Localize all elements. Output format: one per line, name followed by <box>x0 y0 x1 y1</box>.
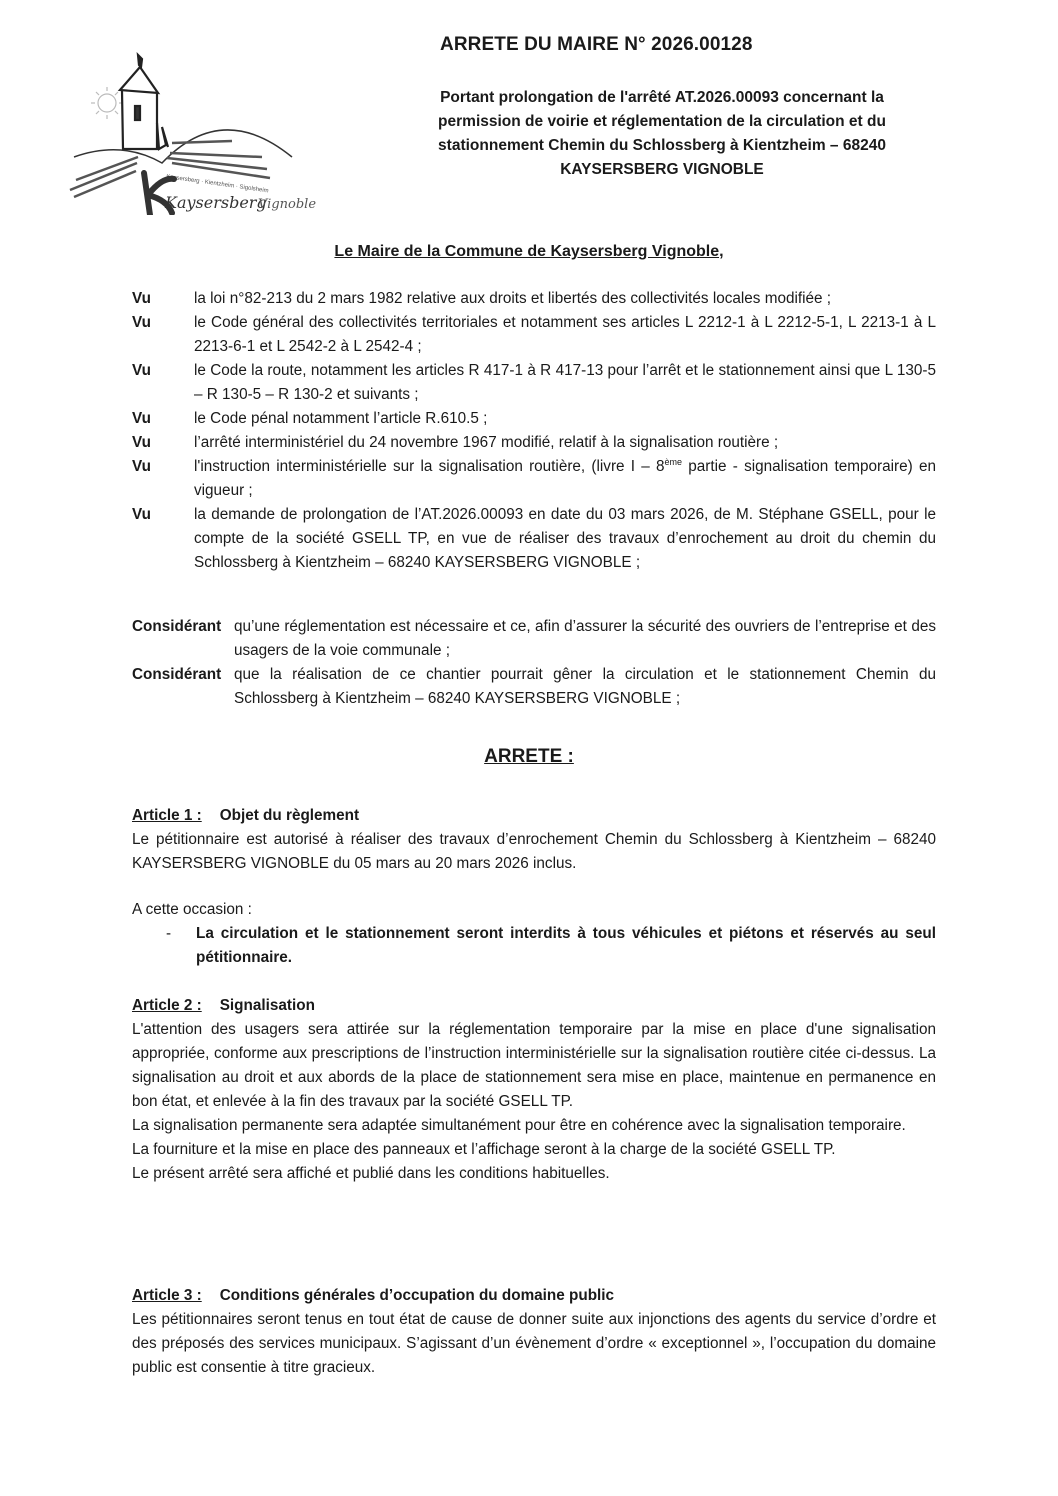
article-paragraph: La signalisation permanente sera adaptée simultanément pour être en cohérence avec la signalisation temporaire. <box>132 1117 906 1134</box>
bullet-text: La circulation et le stationnement seront interdits à tous véhicules et piétons et réservés au seul pétitionnaire. <box>196 925 936 966</box>
article-number: Article 3 : <box>132 1287 202 1304</box>
considerant-label: Considérant <box>132 666 222 683</box>
vu-text-part: l'instruction interministérielle sur la signalisation routière, (livre I – 8 <box>194 458 665 475</box>
article-paragraph: Le présent arrêté sera affiché et publié dans les conditions habituelles. <box>132 1165 610 1182</box>
considerant-item <box>132 615 936 663</box>
vu-list <box>132 287 936 575</box>
article-heading <box>132 994 936 1018</box>
decree-subtitle <box>362 86 962 182</box>
vu-text: la demande de prolongation de l’AT.2026.00093 en date du 03 mars 2026, de M. Stéphane GSELL, pour le compte de la société GSELL TP, en vue de réaliser des travaux d’enrochement au droit du chemin du Schlossberg à Kientzheim – 68240 KAYSERSBERG VIGNOBLE ; <box>194 506 936 571</box>
article-title: Signalisation <box>219 997 315 1014</box>
considerant-label: Considérant <box>132 618 222 635</box>
subtitle-line: stationnement Chemin du Schlossberg à Kientzheim – 68240 <box>438 137 886 154</box>
article-1 <box>132 804 936 970</box>
logo-tagline: Kaysersberg · Kientzheim · Sigolsheim <box>165 174 269 195</box>
vu-label: Vu <box>132 506 151 523</box>
subtitle-line: Portant prolongation de l'arrêté AT.2026.00093 concernant la <box>440 89 884 106</box>
article-heading <box>132 1284 936 1308</box>
article-title: Objet du règlement <box>219 807 360 824</box>
vu-label: Vu <box>132 458 151 475</box>
considerant-text: que la réalisation de ce chantier pourrait gêner la circulation et le stationnement Chemin du Schlossberg à Kientzheim – 68240 KAYSERSBERG VIGNOBLE ; <box>234 666 936 707</box>
superscript: ème <box>664 456 683 467</box>
vu-text: le Code la route, notamment les articles R 417-1 à R 417-13 pour l’arrêt et le stationnement ainsi que L 130-5 – R 130-5 – R 130-2 et suivants ; <box>194 362 936 403</box>
considerant-item <box>132 663 936 711</box>
vu-item <box>132 311 936 359</box>
vu-text: l’arrêté interministériel du 24 novembre 1967 modifié, relatif à la signalisation routière ; <box>194 434 779 451</box>
vu-item <box>132 359 936 407</box>
vu-label: Vu <box>132 314 151 331</box>
subtitle-line: permission de voirie et réglementation de la circulation et du <box>438 113 886 130</box>
vu-item <box>132 431 936 455</box>
article-title: Conditions générales d’occupation du domaine public <box>219 1287 615 1304</box>
vu-text <box>194 455 936 503</box>
vu-item <box>132 455 936 503</box>
vu-label: Vu <box>132 410 151 427</box>
article-paragraph: La fourniture et la mise en place des panneaux et l’affichage seront à la charge de la société GSELL TP. <box>132 1141 836 1158</box>
vu-text-part: partie - signalisation temporaire) en vigueur ; <box>194 458 936 499</box>
vu-label: Vu <box>132 362 151 379</box>
vu-text: la loi n°82-213 du 2 mars 1982 relative aux droits et libertés des collectivités locales modifiée ; <box>194 290 832 307</box>
sun-icon <box>91 87 123 119</box>
logo-text-kaysersberg: Kaysersberg <box>165 193 267 212</box>
vu-item <box>132 407 936 431</box>
vu-item <box>132 287 936 311</box>
article-intro: A cette occasion : <box>132 901 252 918</box>
bullet-item <box>132 922 936 970</box>
article-paragraph: Le pétitionnaire est autorisé à réaliser des travaux d’enrochement Chemin du Schlossberg à Kientzheim – 68240 KAYSERSBERG VIGNOBLE du 05 mars au 20 mars 2026 inclus. <box>132 831 936 872</box>
article-3 <box>132 1284 936 1380</box>
logo-text-vignoble: Vignoble <box>258 197 317 212</box>
vu-item <box>132 503 936 575</box>
article-paragraph: L'attention des usagers sera attirée sur la réglementation temporaire par la mise en place d'une signalisation appropriée, conforme aux prescriptions de l’instruction interministérielle sur la signalisation routière citée ci-dessus. La signalisation au droit et aux abords de la place de stationnement sera mise en place, maintenue en permanence en bon état, et enlevée à la fin des travaux par la société GSELL TP. <box>132 1021 936 1110</box>
vu-label: Vu <box>132 290 151 307</box>
municipality-logo <box>62 45 332 215</box>
vu-text: le Code général des collectivités territoriales et notamment ses articles L 2212-1 à L 2212-5-1, L 2213-1 à L 2213-6-1 et L 2542-2 à L 2542-4 ; <box>194 314 936 355</box>
article-number: Article 2 : <box>132 997 202 1014</box>
vu-text: le Code pénal notamment l’article R.610.5 ; <box>194 410 488 427</box>
bullet-dash: - <box>166 925 172 942</box>
tower-icon <box>120 55 168 149</box>
vu-label: Vu <box>132 434 151 451</box>
article-2 <box>132 994 936 1186</box>
mayor-heading: Le Maire de la Commune de Kaysersberg Vignoble, <box>334 243 724 260</box>
decree-title: ARRETE DU MAIRE N° 2026.00128 <box>440 34 753 55</box>
considerant-list <box>132 615 936 711</box>
arrete-heading: ARRETE : <box>484 746 574 767</box>
considerant-text: qu’une réglementation est nécessaire et ce, afin d’assurer la sécurité des ouvriers de l’entreprise et des usagers de la voie communale ; <box>234 618 936 659</box>
logo-graphic <box>62 45 332 215</box>
article-heading <box>132 804 936 828</box>
subtitle-line: KAYSERSBERG VIGNOBLE <box>560 161 764 178</box>
article-paragraph: Les pétitionnaires seront tenus en tout état de cause de donner suite aux injonctions des agents du service d’ordre et des préposés des services municipaux. S’agissant d’un évènement d’ordre « exceptionnel », l’occupation du domaine public est consentie à titre gracieux. <box>132 1311 936 1376</box>
article-number: Article 1 : <box>132 807 202 824</box>
